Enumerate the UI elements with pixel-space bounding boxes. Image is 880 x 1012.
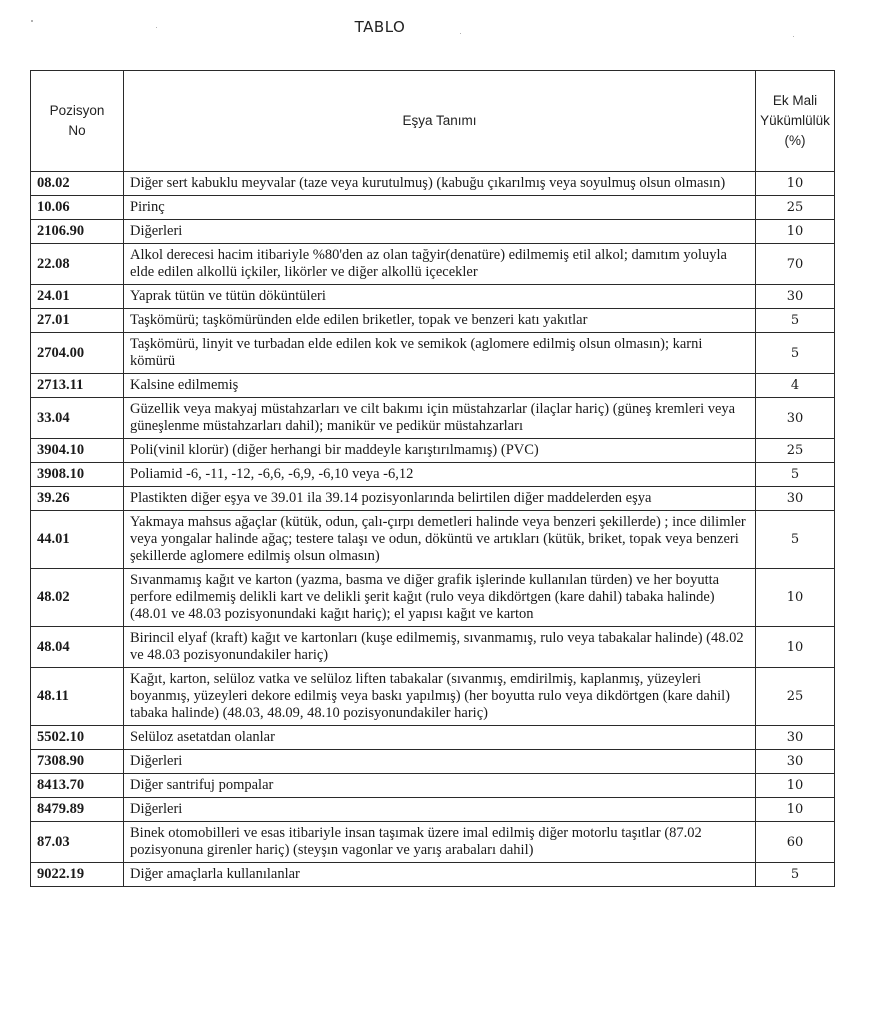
document-title: TABLO [354,18,406,36]
description-cell: Pirinç [124,196,756,220]
description-cell: Kalsine edilmemiş [124,374,756,398]
table-row [31,863,835,887]
table-body [31,172,835,887]
description-cell: Alkol derecesi hacim itibariyle %80'den az olan tağyir(denatüre) edilmemiş etil alkol; damıtım yoluyla elde edilen alkollü içkiler, likörler ve diğer alkollü içecekler [124,244,756,285]
description-cell: Diğerleri [124,798,756,822]
rate-cell: 5 [756,333,835,374]
position-code-cell: 8413.70 [31,774,124,798]
rate-cell: 10 [756,798,835,822]
header-rate-line: (%) [784,133,806,148]
header-rate-line: Ek Mali [772,93,818,108]
table-row [31,309,835,333]
header-position-no-line: Pozisyon [49,103,105,118]
table-row [31,487,835,511]
position-code-cell: 87.03 [31,822,124,863]
position-code-cell: 2704.00 [31,333,124,374]
rate-cell: 30 [756,726,835,750]
description-cell: Diğer santrifuj pompalar [124,774,756,798]
position-code-cell: 9022.19 [31,863,124,887]
position-code-cell: 8479.89 [31,798,124,822]
scan-speck [793,36,794,37]
table-row [31,463,835,487]
position-code-cell: 48.02 [31,569,124,627]
table-row [31,333,835,374]
rate-cell: 10 [756,569,835,627]
rate-cell: 25 [756,196,835,220]
rate-cell: 10 [756,172,835,196]
tariff-table [30,70,835,887]
description-cell: Diğer amaçlarla kullanılanlar [124,863,756,887]
rate-cell: 70 [756,244,835,285]
position-code-cell: 7308.90 [31,750,124,774]
table-row [31,627,835,668]
position-code-cell: 33.04 [31,398,124,439]
table-row [31,822,835,863]
position-code-cell: 27.01 [31,309,124,333]
rate-cell: 10 [756,774,835,798]
table-row [31,774,835,798]
table-row [31,750,835,774]
table-row [31,398,835,439]
description-cell: Kağıt, karton, selüloz vatka ve selüloz liften tabakalar (sıvanmış, emdirilmiş, kaplanmış, yüzeyleri boyanmış, yüzeyleri dekore edilmiş veya baskı yapılmış) (her boyutta rulo veya dikdörtgen (kare dahil) tabaka halinde) (48.03, 48.09, 48.10 pozisyonundakiler hariç) [124,668,756,726]
table-row [31,726,835,750]
description-cell: Diğer sert kabuklu meyvalar (taze veya kurutulmuş) (kabuğu çıkarılmış veya soyulmuş olsun olmasın) [124,172,756,196]
rate-cell: 30 [756,487,835,511]
rate-cell: 30 [756,398,835,439]
header-position-no-line: No [68,123,86,138]
description-cell: Taşkömürü, linyit ve turbadan elde edilen kok ve semikok (aglomere edilmiş olsun olmasın); karni kömürü [124,333,756,374]
rate-cell: 30 [756,285,835,309]
rate-cell: 5 [756,863,835,887]
table-row [31,374,835,398]
table-header-row [31,71,835,172]
description-cell: Güzellik veya makyaj müstahzarları ve cilt bakımı için müstahzarlar (ilaçlar hariç) (güneş kremleri veya güneşlenme müstahzarları dahil); manikür ve pedikür müstahzarları [124,398,756,439]
description-cell: Yakmaya mahsus ağaçlar (kütük, odun, çalı-çırpı demetleri halinde veya benzeri şekillerde) ; ince dilimler veya yongalar halinde ağaç; testere talaşı ve odun, döküntü ve artıkları (kütük, briket, topak veya benzeri şekillerde aglomere edilmiş olsun olmasın) [124,511,756,569]
table-row [31,285,835,309]
position-code-cell: 08.02 [31,172,124,196]
description-cell: Binek otomobilleri ve esas itibariyle insan taşımak üzere imal edilmiş diğer motorlu taşıtlar (87.02 pozisyonuna girenler hariç) (steyşın vagonlar ve yarış arabaları dahil) [124,822,756,863]
rate-cell: 60 [756,822,835,863]
description-cell: Poli(vinil klorür) (diğer herhangi bir maddeyle karıştırılmamış) (PVC) [124,439,756,463]
description-cell: Poliamid -6, -11, -12, -6,6, -6,9, -6,10 veya -6,12 [124,463,756,487]
table-row [31,569,835,627]
table-row [31,220,835,244]
table-row [31,798,835,822]
description-cell: Sıvanmamış kağıt ve karton (yazma, basma ve diğer grafik işlerinde kullanılan türden) ve her boyutta perfore edilmemiş delikli kart ve delikli şerit kağıt (rulo veya dikdörtgen (kare dahil) tabaka halinde) (48.01 ve 48.03 pozisyonundaki kağıt hariç); el yapısı kağıt ve karton [124,569,756,627]
description-cell: Diğerleri [124,750,756,774]
table-row [31,172,835,196]
header-rate-line: Yükümlülük [760,113,830,128]
description-cell: Yaprak tütün ve tütün döküntüleri [124,285,756,309]
description-cell: Birincil elyaf (kraft) kağıt ve kartonları (kuşe edilmemiş, sıvanmamış, rulo veya tabakalar halinde) (48.02 ve 48.03 pozisyonundakiler hariç) [124,627,756,668]
position-code-cell: 22.08 [31,244,124,285]
table-row [31,244,835,285]
rate-cell: 30 [756,750,835,774]
header-description: Eşya Tanımı [124,71,756,172]
description-cell: Plastikten diğer eşya ve 39.01 ila 39.14 pozisyonlarında belirtilen diğer maddelerden eşya [124,487,756,511]
table-row [31,196,835,220]
rate-cell: 10 [756,627,835,668]
table-row [31,511,835,569]
rate-cell: 5 [756,463,835,487]
position-code-cell: 2106.90 [31,220,124,244]
table-row [31,668,835,726]
position-code-cell: 3904.10 [31,439,124,463]
rate-cell: 10 [756,220,835,244]
description-cell: Taşkömürü; taşkömüründen elde edilen briketler, topak ve benzeri katı yakıtlar [124,309,756,333]
position-code-cell: 3908.10 [31,463,124,487]
description-cell: Selüloz asetatdan olanlar [124,726,756,750]
header-position-no [31,71,124,172]
table-row [31,439,835,463]
position-code-cell: 5502.10 [31,726,124,750]
rate-cell: 25 [756,439,835,463]
rate-cell: 5 [756,309,835,333]
header-rate [756,71,835,172]
description-cell: Diğerleri [124,220,756,244]
rate-cell: 5 [756,511,835,569]
position-code-cell: 48.11 [31,668,124,726]
position-code-cell: 44.01 [31,511,124,569]
rate-cell: 25 [756,668,835,726]
position-code-cell: 39.26 [31,487,124,511]
position-code-cell: 48.04 [31,627,124,668]
position-code-cell: 24.01 [31,285,124,309]
rate-cell: 4 [756,374,835,398]
position-code-cell: 2713.11 [31,374,124,398]
position-code-cell: 10.06 [31,196,124,220]
